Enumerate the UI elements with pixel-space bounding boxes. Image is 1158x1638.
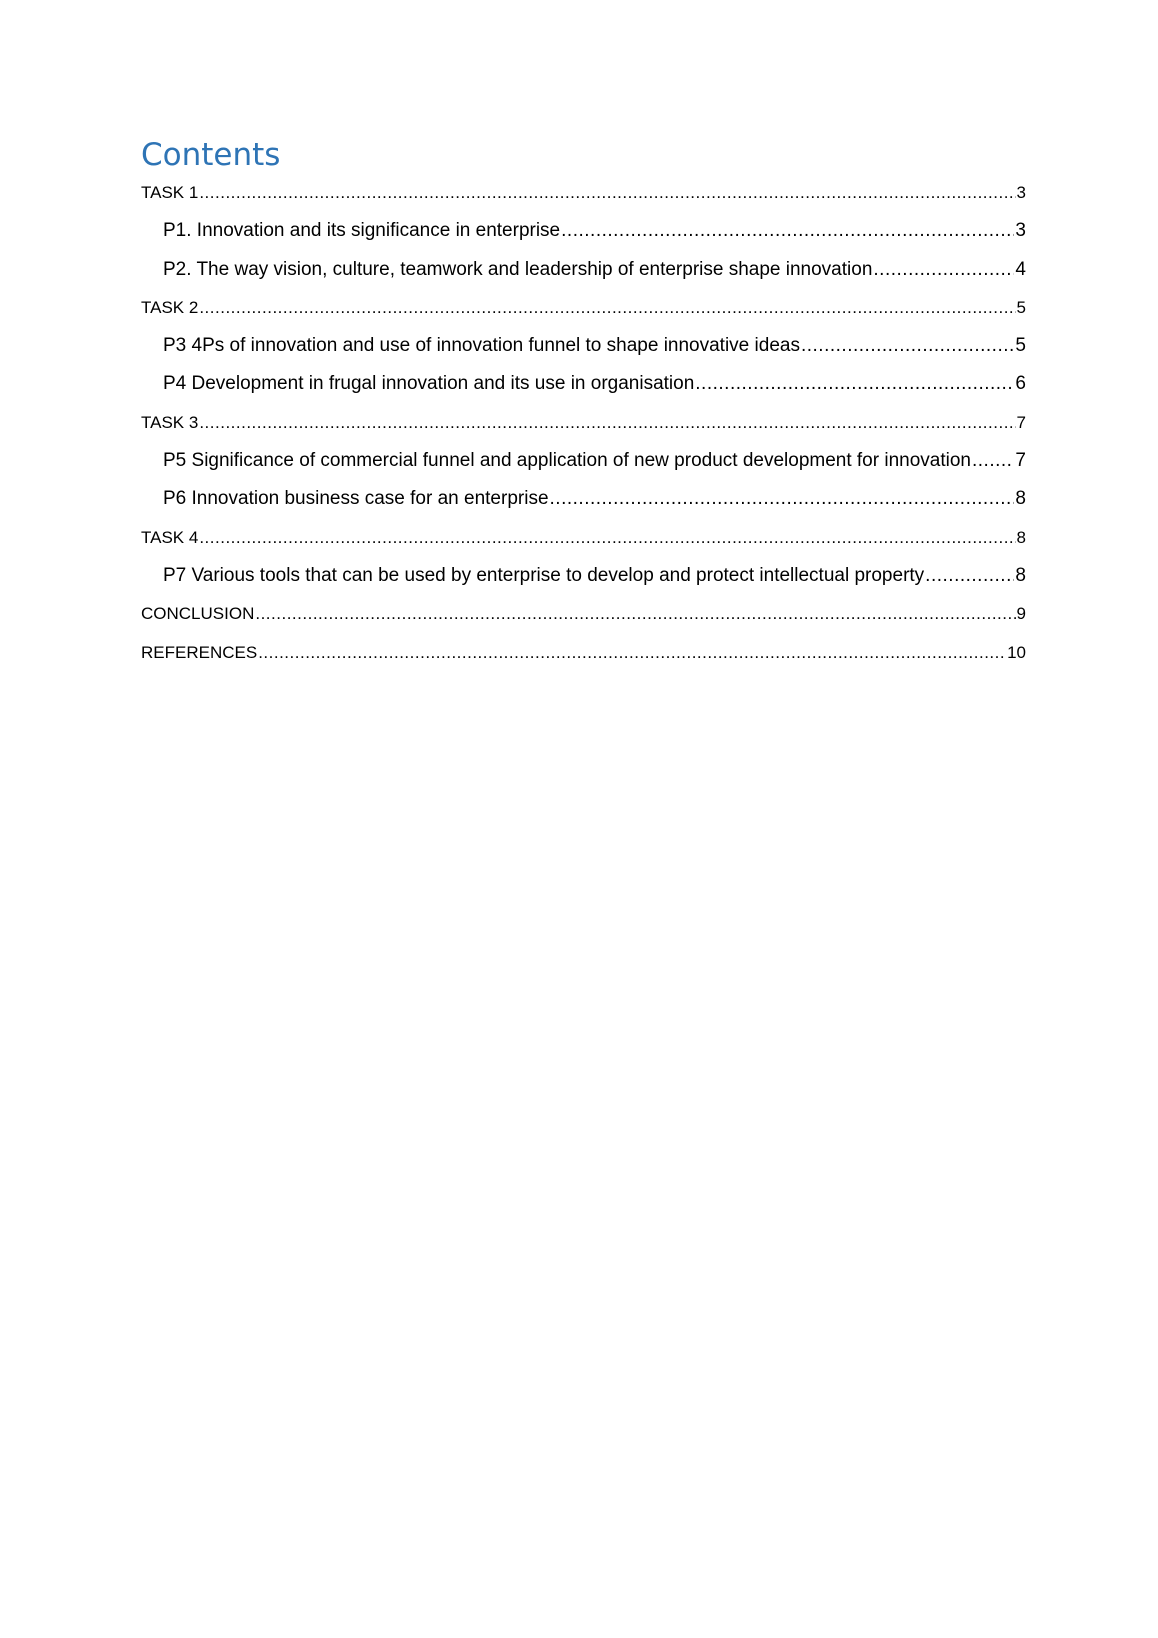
toc-entry-label: P3 4Ps of innovation and use of innovation funnel to shape innovative ideas (163, 335, 800, 357)
toc-entry-label: P7 Various tools that can be used by enterprise to develop and protect intellectual property (163, 564, 925, 586)
toc-entry-page-number: 5 (1015, 335, 1026, 357)
toc-entry-page-number: 5 (1016, 297, 1026, 317)
toc-dot-leader (199, 404, 1015, 442)
toc-entry-page-number: 9 (1016, 604, 1026, 624)
toc-entry-p3[interactable] (141, 327, 1026, 365)
toc-entry-label: P6 Innovation business case for an enterprise (163, 488, 549, 510)
toc-dot-leader (199, 289, 1015, 327)
toc-dot-leader (972, 442, 1014, 480)
toc-entry-label: TASK 3 (141, 412, 199, 432)
toc-dot-leader (873, 251, 1014, 289)
toc-entry-page-number: 8 (1015, 564, 1026, 586)
toc-dot-leader (255, 595, 1015, 633)
toc-entry-page-number: 6 (1015, 373, 1026, 395)
toc-entry-label: TASK 4 (141, 527, 199, 547)
toc-heading: Contents (141, 137, 281, 173)
toc-entry-p6[interactable] (141, 480, 1026, 518)
toc-dot-leader (925, 557, 1014, 595)
toc-dot-leader (258, 634, 1006, 672)
toc-dot-leader (695, 365, 1014, 403)
toc-entry-p1[interactable] (141, 212, 1026, 250)
toc-entry-task-4[interactable] (141, 519, 1026, 557)
toc-entry-references[interactable] (141, 634, 1026, 672)
toc-entry-label: REFERENCES (141, 642, 258, 662)
toc-entry-label: P1. Innovation and its significance in enterprise (163, 220, 561, 242)
toc-entry-task-2[interactable] (141, 289, 1026, 327)
toc-entry-page-number: 4 (1015, 258, 1026, 280)
toc-entry-p5[interactable] (141, 442, 1026, 480)
toc-dot-leader (550, 480, 1015, 518)
toc-dot-leader (199, 519, 1015, 557)
toc-entry-page-number: 8 (1016, 527, 1026, 547)
toc-entry-page-number: 7 (1016, 412, 1026, 432)
toc-dot-leader (801, 327, 1014, 365)
toc-entry-label: TASK 1 (141, 183, 199, 202)
toc-entry-page-number: 7 (1015, 450, 1026, 472)
toc-entry-task-3[interactable] (141, 404, 1026, 442)
toc-dot-leader (199, 174, 1015, 212)
toc-entry-task-1[interactable] (141, 174, 1026, 212)
toc-entry-page-number: 8 (1015, 488, 1026, 510)
toc-entry-p4[interactable] (141, 365, 1026, 403)
toc-entry-page-number: 3 (1016, 183, 1026, 202)
toc-entry-label: P2. The way vision, culture, teamwork and leadership of enterprise shape innovation (163, 258, 873, 280)
toc-entry-page-number: 10 (1007, 642, 1026, 662)
toc-dot-leader (561, 212, 1014, 250)
toc-entry-label: TASK 2 (141, 297, 199, 317)
table-of-contents (141, 174, 1026, 672)
toc-entry-label: P5 Significance of commercial funnel and application of new product development for innovation (163, 450, 971, 472)
toc-entry-label: CONCLUSION (141, 604, 255, 624)
toc-entry-conclusion[interactable] (141, 595, 1026, 633)
toc-entry-p2[interactable] (141, 251, 1026, 289)
toc-entry-p7[interactable] (141, 557, 1026, 595)
toc-entry-page-number: 3 (1015, 220, 1026, 242)
toc-entry-label: P4 Development in frugal innovation and its use in organisation (163, 373, 695, 395)
